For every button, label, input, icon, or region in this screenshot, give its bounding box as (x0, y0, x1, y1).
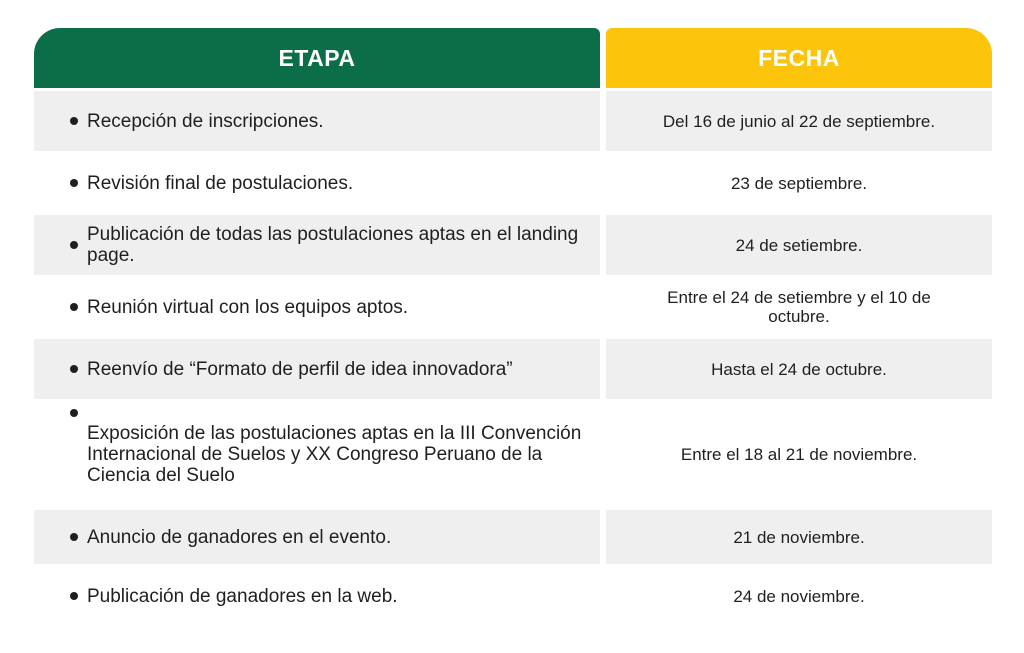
etapa-text: Exposición de las postulaciones aptas en la III Convención Internacional de Suelos y XX Congreso Peruano de la Ciencia del Suelo (87, 423, 582, 486)
fecha-cell (606, 567, 992, 625)
etapa-text: Recepción de inscripciones. (87, 110, 324, 132)
etapa-cell (34, 91, 600, 151)
table-row (34, 215, 992, 275)
fecha-text: Entre el 18 al 21 de noviembre. (680, 445, 918, 464)
bullet-icon (70, 303, 78, 311)
etapa-text: Revisión final de postulaciones. (87, 172, 354, 194)
fecha-text: Entre el 24 de setiembre y el 10 de octubre. (667, 288, 931, 326)
fecha-cell (606, 339, 992, 399)
bullet-icon (70, 117, 78, 125)
etapa-text: Publicación de ganadores en la web. (87, 585, 398, 607)
table-row (34, 402, 992, 507)
fecha-cell (606, 91, 992, 151)
bullet-icon (70, 179, 78, 187)
etapa-cell (34, 339, 600, 399)
etapa-cell (34, 278, 600, 336)
etapa-text: Publicación de todas las postulaciones aptas en el landing page. (87, 224, 579, 266)
table-row (34, 154, 992, 212)
table-row (34, 567, 992, 625)
table-row (34, 510, 992, 564)
fecha-text: Hasta el 24 de octubre. (711, 359, 887, 379)
fecha-text: 23 de septiembre. (730, 173, 868, 193)
fecha-text: 21 de noviembre. (733, 527, 865, 547)
fecha-text: 24 de noviembre. (733, 586, 865, 606)
bullet-icon (70, 533, 78, 541)
etapa-header: ETAPA (34, 28, 600, 88)
etapa-cell (34, 215, 600, 275)
fecha-cell (606, 510, 992, 564)
table-row (34, 91, 992, 151)
fecha-cell (606, 278, 992, 336)
bullet-icon (70, 365, 78, 373)
etapa-text: Anuncio de ganadores en el evento. (87, 526, 392, 548)
fecha-cell (606, 215, 992, 275)
etapa-text: Reenvío de “Formato de perfil de idea innovadora” (87, 358, 513, 380)
fecha-text: Del 16 de junio al 22 de septiembre. (662, 111, 936, 131)
fecha-cell (606, 402, 992, 507)
etapa-cell (34, 510, 600, 564)
table-row (34, 278, 992, 336)
table-header (34, 28, 992, 88)
bullet-icon (70, 241, 78, 249)
etapa-cell (34, 567, 600, 625)
etapa-cell (34, 402, 600, 507)
fecha-header: FECHA (606, 28, 992, 88)
schedule-table (34, 28, 992, 625)
etapa-cell (34, 154, 600, 212)
bullet-icon (70, 592, 78, 600)
bullet-icon (70, 409, 78, 417)
table-row (34, 339, 992, 399)
etapa-text: Reunión virtual con los equipos aptos. (87, 296, 409, 318)
fecha-cell (606, 154, 992, 212)
fecha-text: 24 de setiembre. (735, 235, 863, 255)
